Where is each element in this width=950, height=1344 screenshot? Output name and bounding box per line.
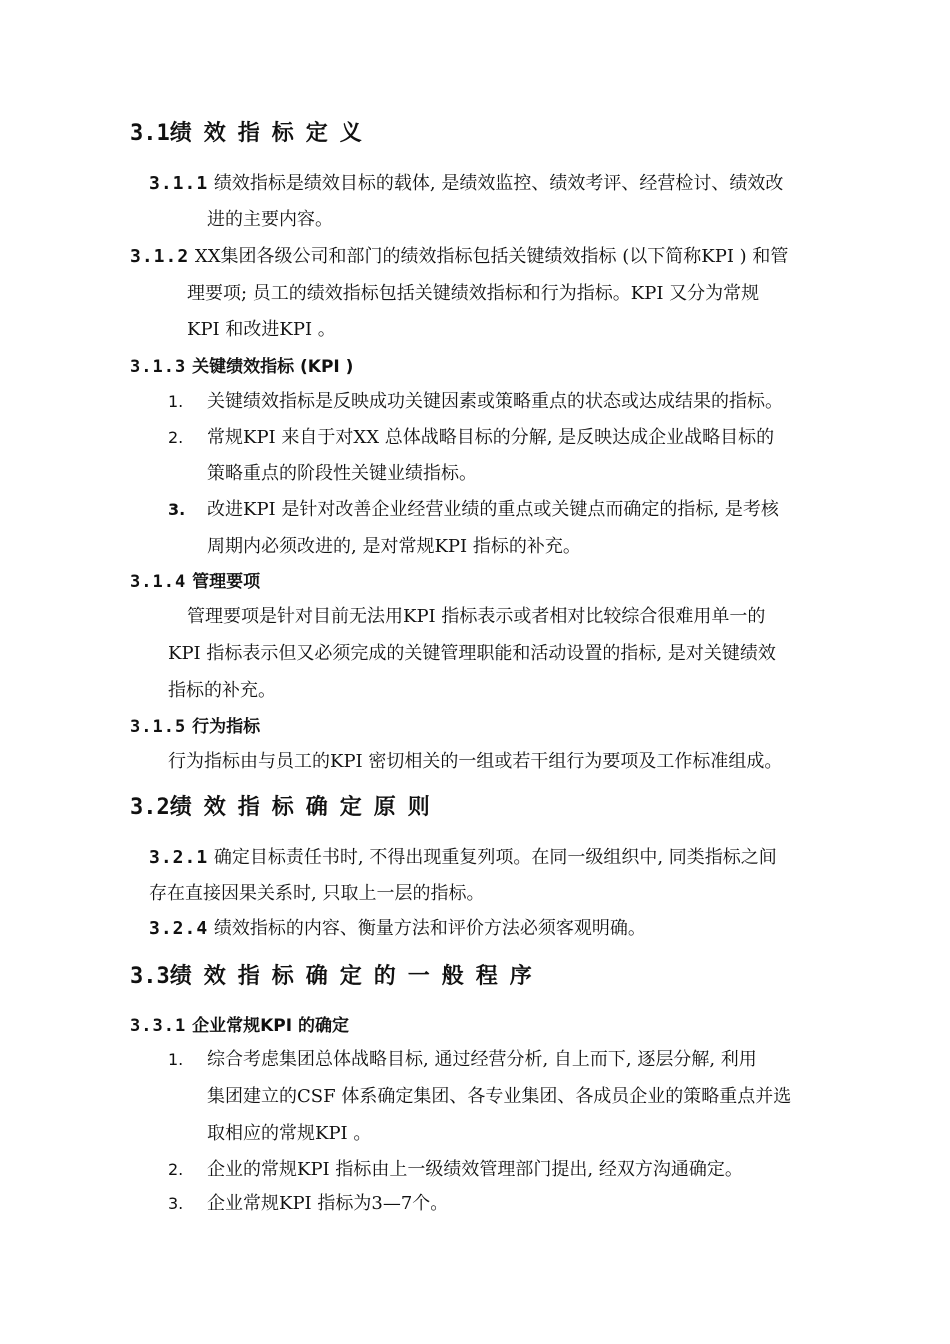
list-item	[168, 426, 183, 450]
list-item-text: 企业的常规KPI 指标由上一级绩效管理部门提出, 经双方沟通确定。	[207, 1159, 743, 1180]
list-item	[168, 1192, 183, 1216]
clause-number: 3.1.5	[130, 717, 187, 737]
clause-3-1-1-line1	[149, 172, 783, 196]
clause-text: XX集团各级公司和部门的绩效指标包括关键绩效指标 (以下简称KPI ) 和管	[194, 246, 789, 267]
list-item	[168, 1158, 183, 1182]
clause-3-1-2-line3: KPI 和改进KPI 。	[187, 319, 336, 340]
clause-number: 3.3.1	[130, 1016, 187, 1036]
section-title: 绩效指标确定原则	[169, 795, 442, 820]
clause-text: 确定目标责任书时, 不得出现重复列项。在同一级组织中, 同类指标之间	[213, 847, 777, 868]
clause-title: 企业常规KPI 的确定	[192, 1016, 349, 1036]
list-number: 1.	[168, 392, 184, 411]
clause-3-1-2-line2: 理要项; 员工的绩效指标包括关键绩效指标和行为指标。KPI 又分为常规	[187, 283, 760, 304]
list-item	[168, 498, 185, 522]
list-item-text-cont: 取相应的常规KPI 。	[207, 1123, 372, 1144]
list-number: 2.	[168, 428, 184, 447]
clause-3-2-1-line1	[149, 846, 777, 870]
list-item	[168, 1048, 183, 1072]
list-item	[168, 390, 183, 414]
list-number: 2.	[168, 1160, 184, 1179]
list-item-text-cont: 周期内必须改进的, 是对常规KPI 指标的补充。	[207, 536, 581, 557]
list-number: 3.	[168, 500, 186, 519]
clause-number: 3.2.4	[149, 918, 209, 939]
section-number: 3.3	[130, 964, 170, 989]
clause-number: 3.1.4	[130, 572, 187, 592]
paragraph-line: 管理要项是针对目前无法用KPI 指标表示或者相对比较综合很难用单一的	[187, 606, 766, 627]
clause-3-3-1-heading	[130, 1014, 349, 1038]
clause-number: 3.1.2	[130, 246, 190, 267]
clause-3-2-4	[149, 917, 646, 941]
paragraph-line: KPI 指标表示但又必须完成的关键管理职能和活动设置的指标, 是对关键绩效	[168, 643, 776, 664]
list-number: 3.	[168, 1194, 184, 1213]
clause-number: 3.1.1	[149, 173, 209, 194]
list-item-text-cont: 集团建立的CSF 体系确定集团、各专业集团、各成员企业的策略重点并选	[207, 1086, 792, 1107]
clause-3-1-5-heading	[130, 715, 260, 739]
section-heading-3-2	[130, 793, 442, 823]
clause-3-1-1-line2: 进的主要内容。	[207, 209, 333, 230]
paragraph-line: 指标的补充。	[168, 680, 276, 701]
clause-3-1-3-heading	[130, 355, 353, 379]
clause-title: 关键绩效指标 (KPI )	[192, 357, 354, 377]
list-item-text: 常规KPI 来自于对XX 总体战略目标的分解, 是反映达成企业战略目标的	[207, 427, 775, 448]
list-number: 1.	[168, 1050, 184, 1069]
list-item-text-cont: 策略重点的阶段性关键业绩指标。	[207, 463, 477, 484]
section-heading-3-3	[130, 962, 544, 992]
clause-number: 3.2.1	[149, 847, 209, 868]
clause-3-1-4-heading	[130, 570, 260, 594]
clause-title: 管理要项	[192, 572, 261, 592]
list-item-text: 综合考虑集团总体战略目标, 通过经营分析, 自上而下, 逐层分解, 利用	[207, 1049, 757, 1070]
section-number: 3.2	[130, 795, 170, 820]
clause-title: 行为指标	[192, 717, 261, 737]
clause-number: 3.1.3	[130, 357, 187, 377]
list-item-text: 企业常规KPI 指标为3—7个。	[207, 1193, 449, 1214]
section-title: 绩效指标确定的一般程序	[169, 964, 544, 989]
list-item-text: 改进KPI 是针对改善企业经营业绩的重点或关键点而确定的指标, 是考核	[207, 499, 779, 520]
section-heading-3-1	[130, 119, 374, 149]
list-item-text: 关键绩效指标是反映成功关键因素或策略重点的状态或达成结果的指标。	[207, 391, 783, 412]
paragraph-line: 行为指标由与员工的KPI 密切相关的一组或若干组行为要项及工作标准组成。	[168, 751, 783, 772]
clause-text: 绩效指标是绩效目标的载体, 是绩效监控、绩效考评、经营检讨、绩效改	[213, 173, 784, 194]
clause-text: 绩效指标的内容、衡量方法和评价方法必须客观明确。	[213, 918, 646, 939]
clause-3-2-1-line2: 存在直接因果关系时, 只取上一层的指标。	[149, 883, 485, 904]
section-title: 绩效指标定义	[169, 121, 374, 146]
clause-3-1-2-line1	[130, 245, 788, 269]
section-number: 3.1	[130, 121, 170, 146]
